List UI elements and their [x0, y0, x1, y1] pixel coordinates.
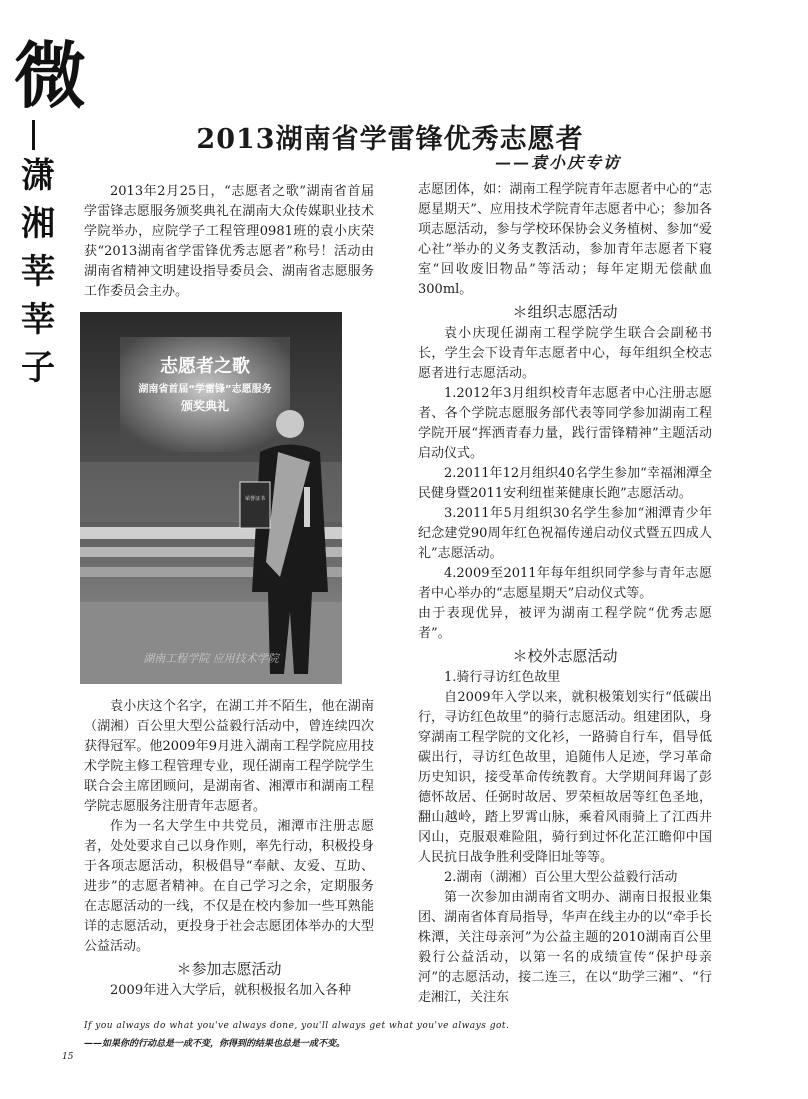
paragraph: 3.2011年5月组织30名学生参加“湘潭青少年纪念建党90周年红色祝福传递启动仪式暨五四成人礼”志愿活动。 [418, 506, 712, 561]
paragraph: 袁小庆这个名字，在湖工并不陌生，他在湖南（湖湘）百公里大型公益毅行活动中，曾连续四次获得冠军。他2009年9月进入湖南工程学院应用技术学院主修工程管理专业，现任湖南工程学院学生联合会主席团顾问，是湖南省、湘潭市和湖南工程学院志愿服务注册青年志愿者。 [84, 699, 374, 814]
side-char: 莘 [21, 252, 55, 292]
side-column-title [16, 152, 60, 392]
side-char: 莘 [21, 300, 55, 340]
certificate-text: 荣誉证书 [244, 496, 266, 502]
right-column [418, 180, 712, 1008]
section-heading: ＊组织志愿活动 [512, 303, 618, 321]
side-char: 子 [21, 348, 55, 388]
article-byline: ——袁小庆专访 [495, 153, 622, 172]
paragraph: 2013年2月25日，“志愿者之歌”湖南省首届学雷锋志愿服务颁奖典礼在湖南大众传媒职业技术学院举办，应院学子工程管理0981班的袁小庆荣获“2013湖南省学雷锋优秀志愿者”称号！活动由湖南省精神文明建设指导委员会、湖南省志愿服务工作委员会主办。 [84, 184, 374, 299]
footer-quote-cn: ——如果你的行动总是一成不变，你得到的结果也总是一成不变。 [84, 1039, 346, 1049]
sub-heading: 2.湖南（湖湘）百公里大型公益毅行活动 [444, 870, 678, 885]
side-divider [32, 120, 35, 150]
page-number: 15 [62, 1052, 74, 1062]
screen-text-1: 志愿者之歌 [160, 356, 250, 377]
paragraph: 自2009年入学以来，就积极策划实行“低碳出行，寻访红色故里”的骑行志愿活动。组建团队，身穿湖南工程学院的文化衫，一路骑自行车，倡导低碳出行，寻访红色故里，追随伟人足迹，学习革命历史知识，接受革命传统教育。大学期间拜谒了彭德怀故居、任弼时故居、罗荣桓故居等红色圣地，翻山越岭，踏上罗霄山脉，乘着风雨骑上了江西井冈山，克服艰难险阻，骑行到过怀化芷江瞻仰中国人民抗日战争胜利受降旧址等等。 [418, 690, 712, 865]
paragraph: 由于表现优异，被评为湖南工程学院“优秀志愿者”。 [418, 606, 712, 641]
screen-text-2: 湖南省首届“学雷锋”志愿服务 [138, 384, 272, 395]
screen-text-3: 颁奖典礼 [180, 399, 230, 413]
article-title: 2013湖南省学雷锋优秀志愿者 [196, 124, 584, 155]
award-photo [80, 312, 342, 684]
section-heading: ＊校外志愿活动 [512, 647, 618, 665]
paragraph: 2009年进入大学后，就积极报名加入各种 [110, 983, 352, 998]
sub-heading: 1.骑行寻访红色故里 [444, 670, 561, 685]
section-heading: ＊参加志愿活动 [176, 960, 282, 978]
paragraph: 袁小庆现任湖南工程学院学生联合会副秘书长，学生会下设青年志愿者中心，每年组织全校志愿者进行志愿活动。 [418, 326, 712, 381]
side-char: 湘 [21, 204, 55, 244]
paragraph: 志愿团体，如：湖南工程学院青年志愿者中心的“志愿星期天”、应用技术学院青年志愿者中心；参加各项志愿活动，参与学校环保协会义务植树、参加“爱心社”举办的义务支教活动，参加青年志愿者下寝室“回收废旧物品”等活动；每年定期无偿献血300ml。 [418, 182, 712, 297]
paragraph: 1.2012年3月组织校青年志愿者中心注册志愿者、各个学院志愿服务部代表等同学参加湖南工程学院开展“挥洒青春力量，践行雷锋精神”主题活动启动仪式。 [418, 386, 712, 461]
photo-illustration [80, 312, 342, 684]
photo-watermark: 湖南工程学院 应用技术学院 [143, 652, 279, 665]
paragraph: 4.2009至2011年每年组织同学参与青年志愿者中心举办的“志愿星期天”启动仪式等。 [418, 566, 712, 601]
side-char: 潇 [21, 156, 55, 196]
left-column-bottom [84, 697, 374, 1001]
paragraph: 第一次参加由湖南省文明办、湖南日报报业集团、湖南省体育局指导，华声在线主办的以“牵手长株潭，关注母亲河”为公益主题的2010湖南百公里毅行公益活动，以第一名的成绩宣传“保护母亲河”的志愿活动，接二连三，在以“助学三湘”、“行走湘江，关注东 [418, 890, 712, 1005]
paragraph: 2.2011年12月组织40名学生参加“幸福湘潭全民健身暨2011安利纽崔莱健康长跑”志愿活动。 [418, 466, 712, 501]
paragraph: 作为一名大学生中共党员，湘潭市注册志愿者，处处要求自己以身作则，率先行动，积极投身于各项志愿活动，积极倡导“奉献、友爱、互助、进步”的志愿者精神。在自己学习之余，定期服务在志愿活动的一线，不仅是在校内参加一些耳熟能详的志愿活动，更投身于社会志愿团体举办的大型公益活动。 [84, 819, 374, 954]
footer-quote-en: If you always do what you've always done, you'll always get what you've always got. [84, 1021, 510, 1031]
side-title-char: 微 [14, 33, 87, 118]
left-column-top [84, 182, 374, 302]
